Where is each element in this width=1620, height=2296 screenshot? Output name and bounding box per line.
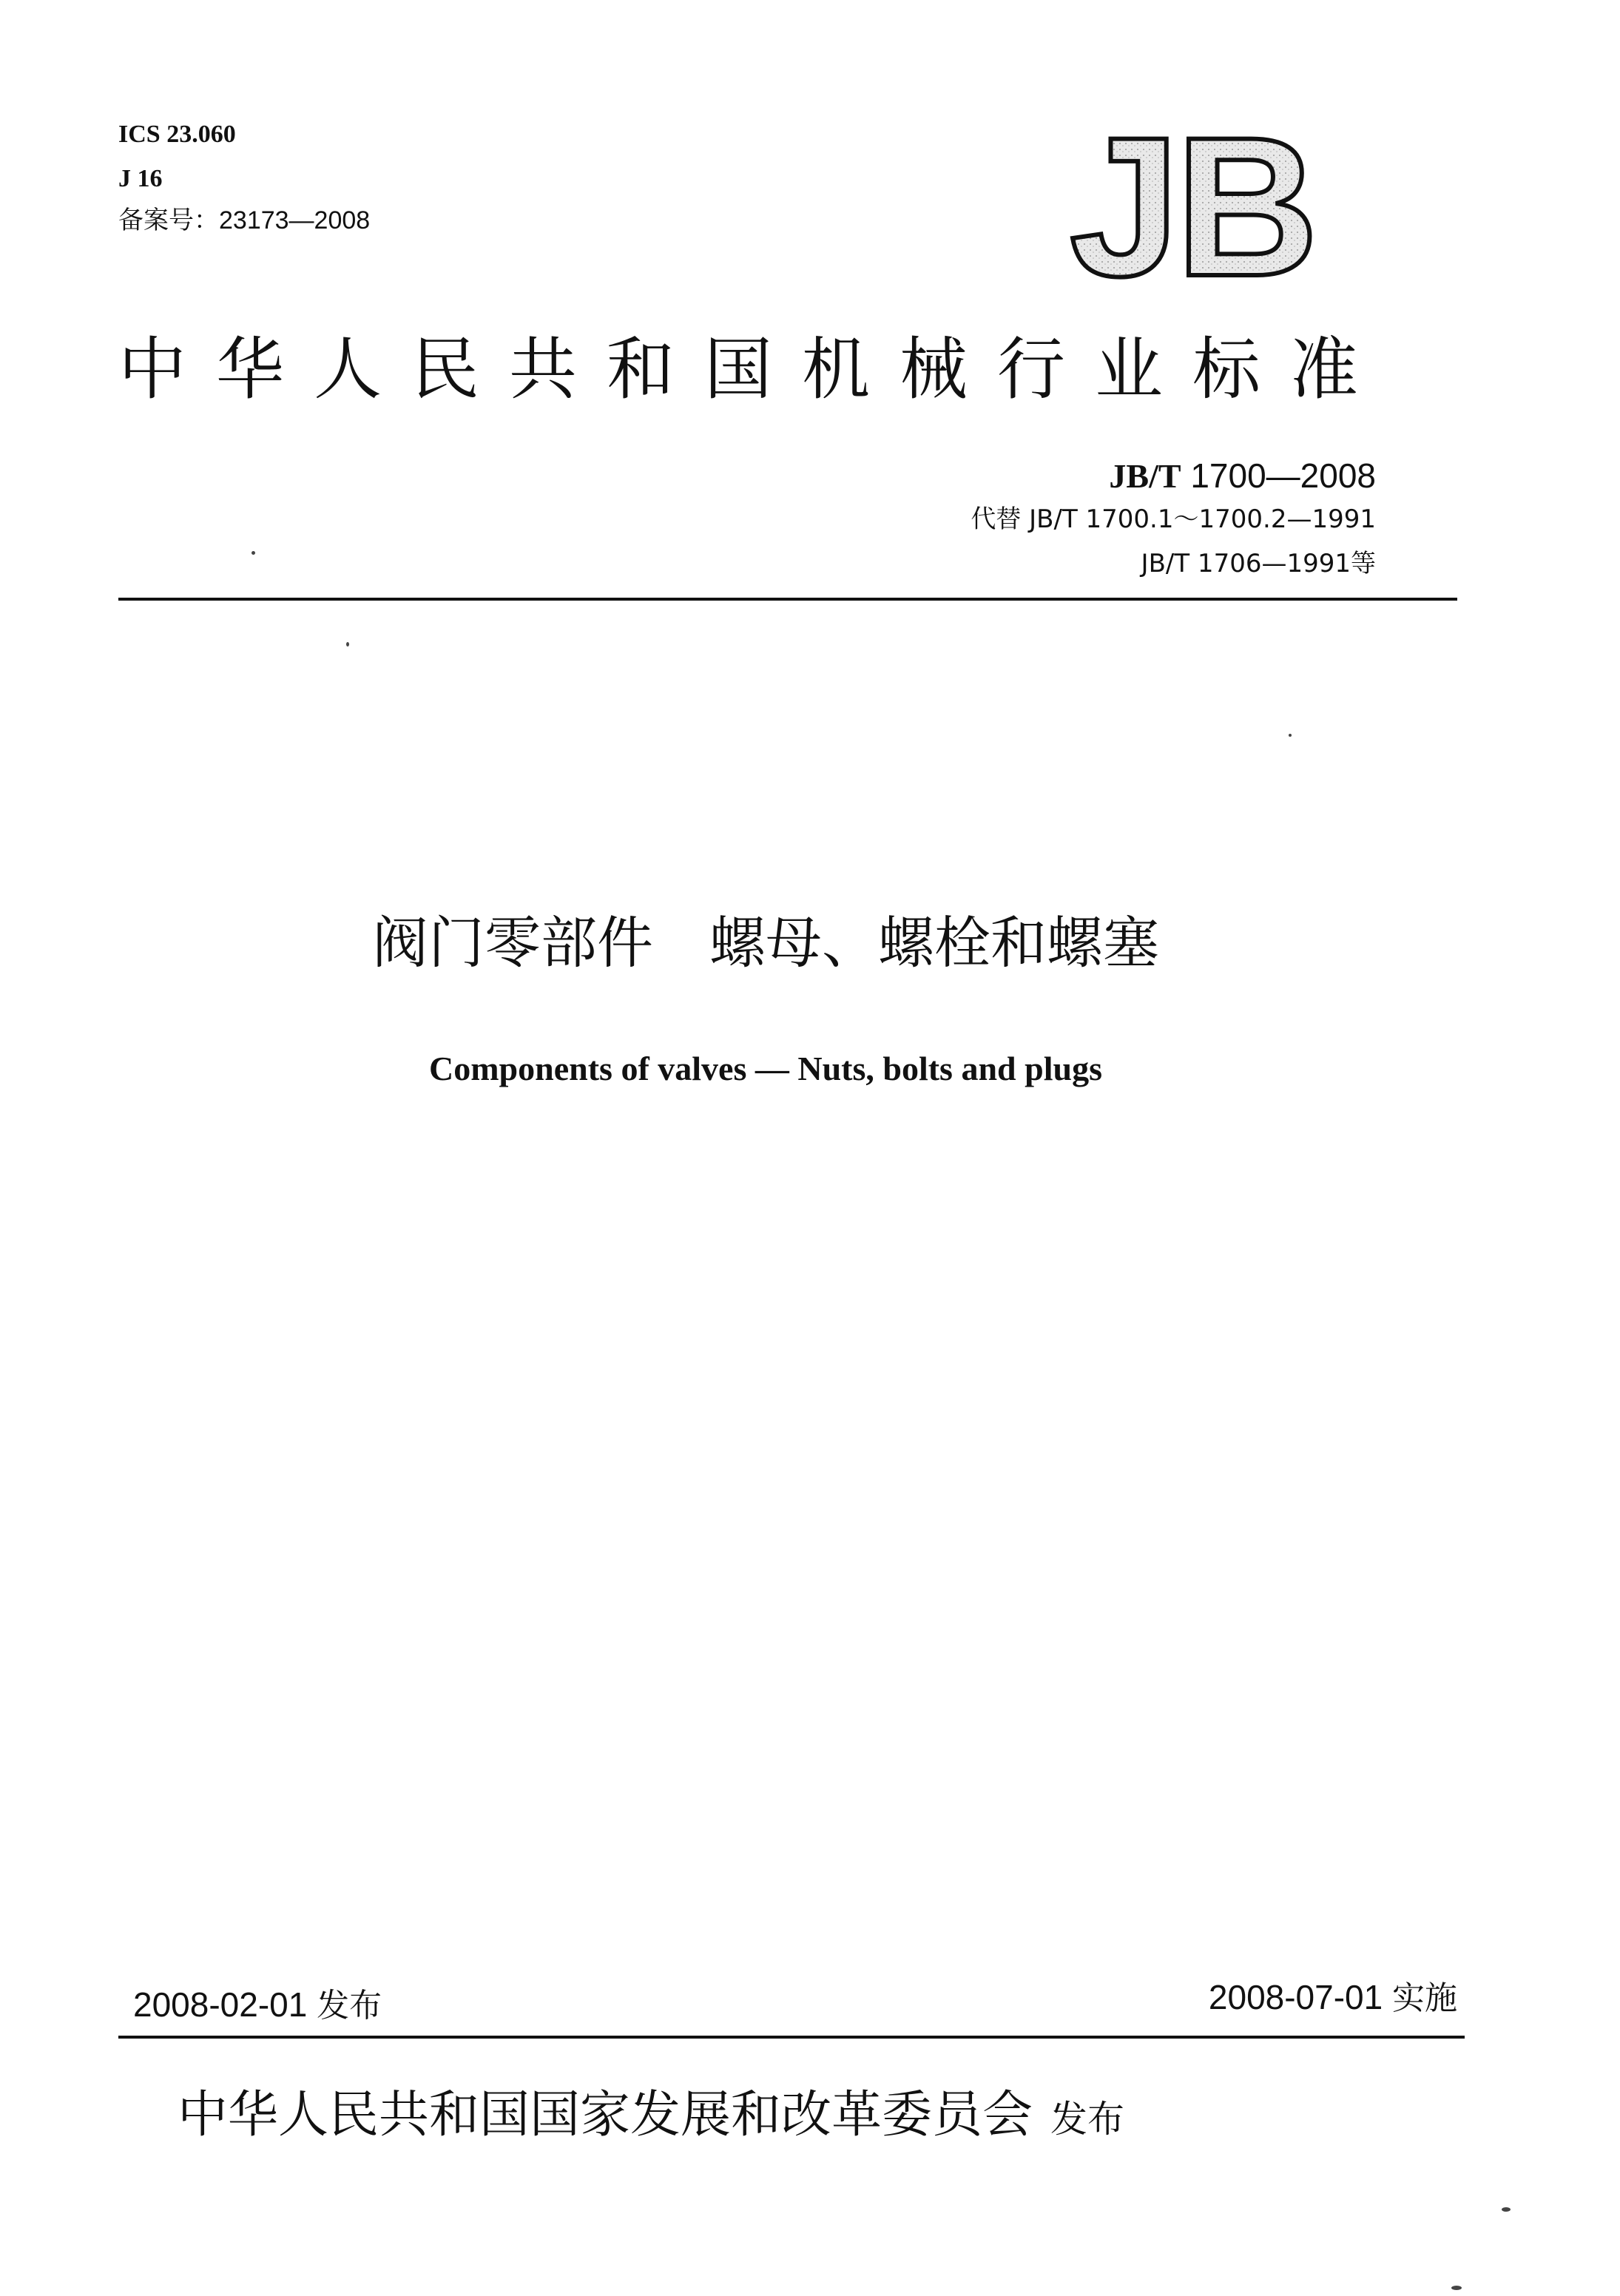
release-date xyxy=(133,1982,382,2028)
scan-speck xyxy=(1502,2207,1511,2212)
scan-speck xyxy=(252,551,255,555)
release-date-value: 2008-02-01 xyxy=(133,1985,308,2024)
publisher-name: 中华人民共和国国家发展和改革委员会 xyxy=(178,2086,1033,2144)
title-chinese: 阀门零部件 螺母、螺栓和螺塞 xyxy=(372,910,1159,976)
top-divider xyxy=(118,598,1457,601)
effective-date xyxy=(1209,1975,1457,2021)
replaces-line-2: JB/T 1706—1991等 xyxy=(1141,549,1376,578)
scan-speck xyxy=(1451,2286,1462,2290)
effective-date-value: 2008-07-01 xyxy=(1208,1978,1383,2016)
standard-number-value: 1700—2008 xyxy=(1181,456,1376,495)
publisher xyxy=(178,2079,1479,2156)
release-date-label: 发布 xyxy=(317,1987,382,2025)
filing-number: 备案号：23173—2008 xyxy=(118,206,371,234)
replaces-line-1: 代替 JB/T 1700.1～1700.2—1991 xyxy=(971,504,1376,534)
ics-code: ICS 23.060 xyxy=(118,121,236,148)
bottom-divider xyxy=(118,2036,1465,2039)
ccs-code: J 16 xyxy=(118,165,163,192)
jb-logo xyxy=(1065,118,1376,288)
standard-number-prefix: JB/T xyxy=(1109,457,1181,495)
header-title: 中华人民共和国机械行业标准 xyxy=(118,330,1388,409)
title-english: Components of valves — Nuts, bolts and plugs xyxy=(429,1050,1102,1087)
scan-speck xyxy=(346,642,349,646)
jb-logo-text: JB xyxy=(1070,118,1314,288)
publisher-action: 发布 xyxy=(1050,2098,1125,2141)
standard-number xyxy=(1109,455,1376,497)
scan-speck xyxy=(1289,734,1292,737)
effective-date-label: 实施 xyxy=(1392,1979,1457,2017)
